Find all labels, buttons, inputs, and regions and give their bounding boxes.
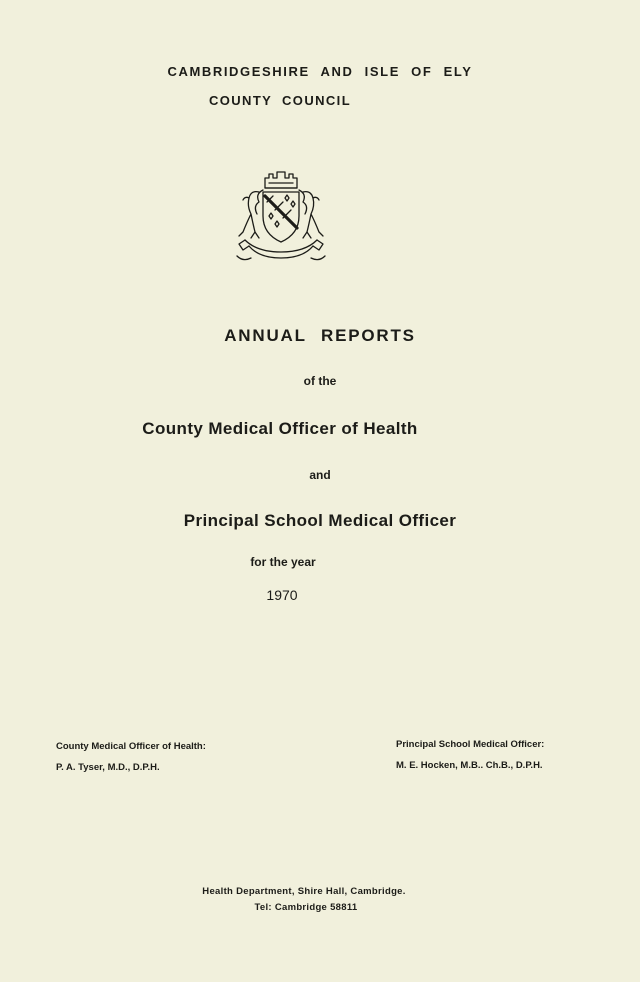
of-the-text: of the: [303, 374, 337, 388]
school-officer-block: [396, 734, 544, 776]
coat-of-arms-icon: [229, 166, 333, 270]
and-text: and: [309, 468, 331, 482]
department-address: Health Department, Shire Hall, Cambridge.: [202, 886, 406, 897]
school-officer-name: M. E. Hocken, M.B.. Ch.B., D.P.H.: [396, 760, 543, 771]
county-officer-name: P. A. Tyser, M.D., D.P.H.: [56, 762, 160, 773]
department-telephone: Tel: Cambridge 58811: [254, 902, 358, 913]
report-title: ANNUAL REPORTS: [224, 326, 416, 345]
school-officer-role: Principal School Medical Officer:: [396, 739, 545, 750]
council-name: COUNTY COUNCIL: [208, 93, 352, 108]
county-officer-role: County Medical Officer of Health:: [56, 741, 206, 752]
for-the-year-text: for the year: [250, 555, 316, 569]
county-officer-block: [56, 736, 206, 778]
principal-school-medical-officer-title: Principal School Medical Officer: [183, 511, 457, 530]
authority-name: CAMBRIDGESHIRE AND ISLE OF ELY: [167, 64, 473, 79]
county-medical-officer-title: County Medical Officer of Health: [142, 419, 418, 438]
report-year: 1970: [266, 587, 298, 603]
